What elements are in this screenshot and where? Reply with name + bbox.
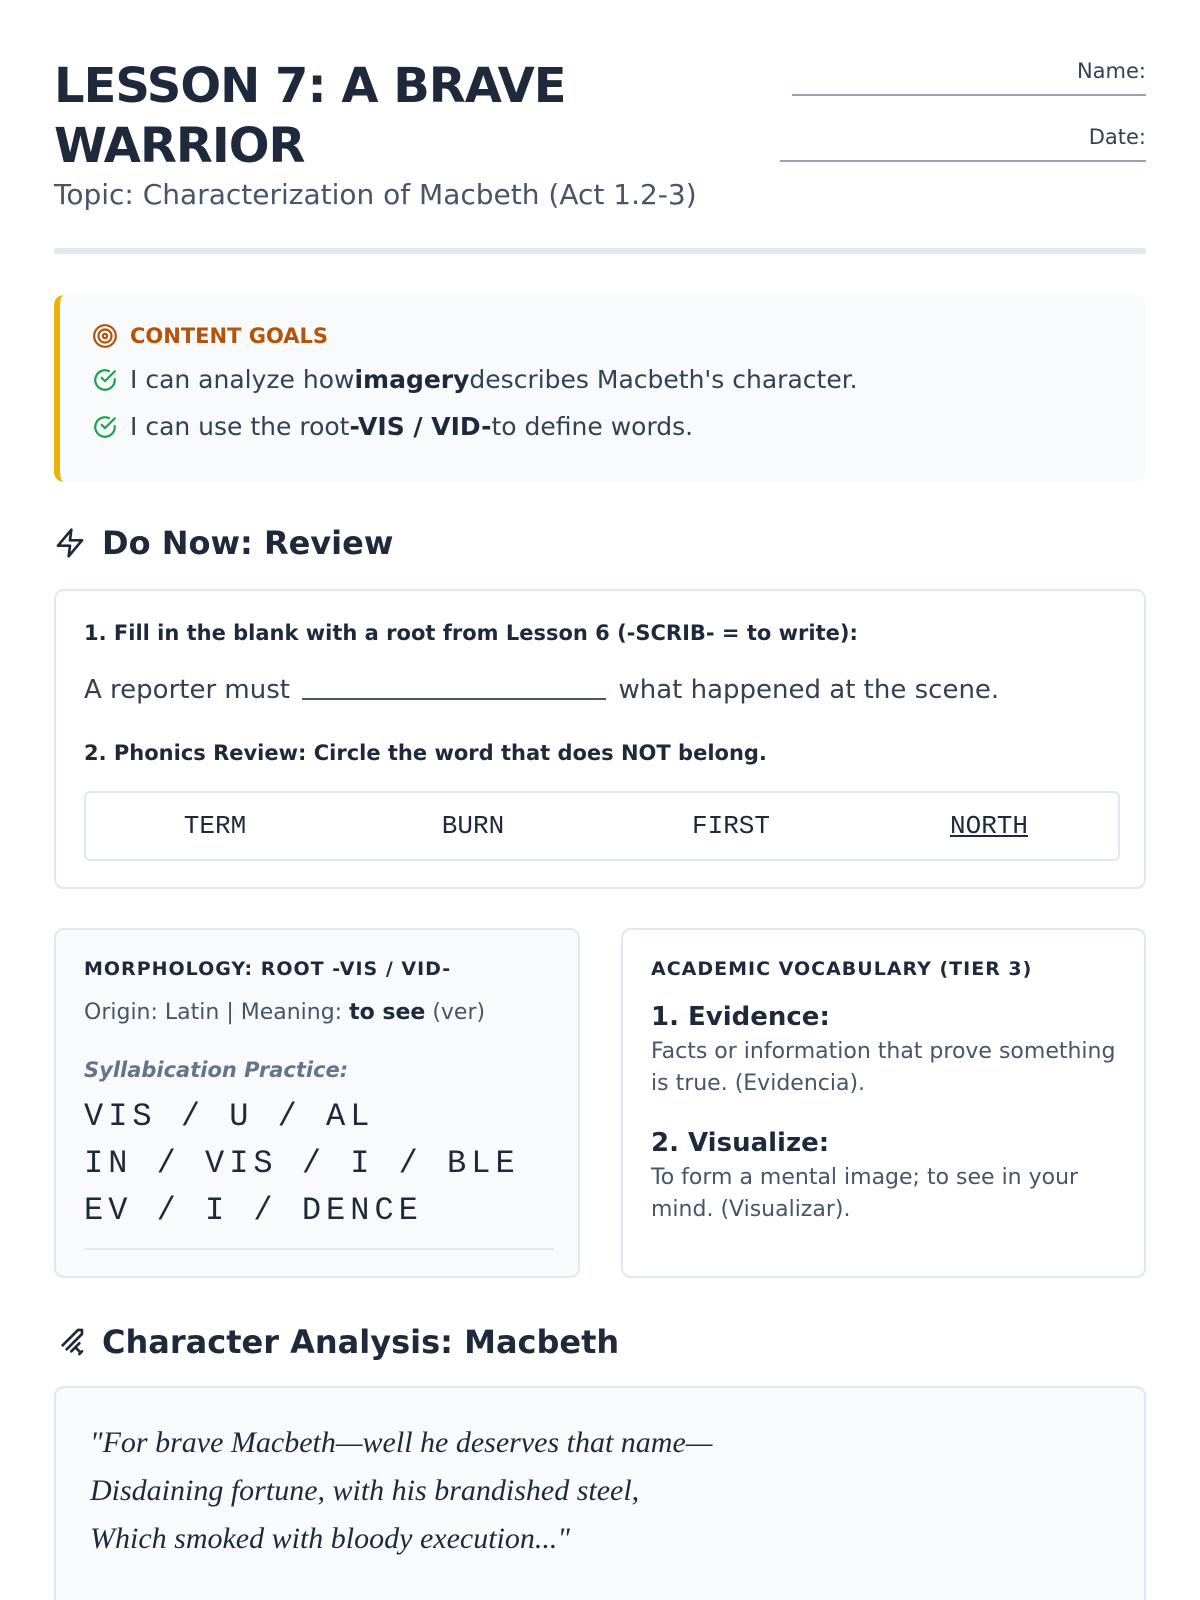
syllabication-label: Syllabication Practice: (84, 1058, 349, 1082)
goal-text: I can use the root-VIS / VID-to define words. (130, 412, 694, 441)
morphology-label: MORPHOLOGY: ROOT -VIS / VID- (84, 958, 452, 980)
goal-item (92, 365, 858, 394)
goals-heading (92, 323, 328, 349)
analysis-heading (54, 1323, 619, 1361)
name-line[interactable] (792, 94, 1146, 96)
content-goals-box (54, 295, 1146, 482)
syllabication-line: VIS / U / AL (84, 1098, 375, 1135)
date-row (766, 124, 1146, 190)
name-row (766, 58, 1146, 124)
vocab-term: 1. Evidence: (651, 1002, 830, 1032)
quote-card (54, 1386, 1146, 1600)
vocabulary-label: ACADEMIC VOCABULARY (TIER 3) (651, 958, 1033, 980)
morphology-card (54, 928, 580, 1278)
quote-line: Which smoked with bloody execution..." (90, 1522, 570, 1555)
lightning-icon (54, 527, 86, 559)
morphology-divider (84, 1248, 554, 1250)
student-info (766, 58, 1146, 190)
vocabulary-card (621, 928, 1146, 1278)
check-circle-icon (92, 414, 118, 440)
date-line[interactable] (780, 160, 1146, 162)
quote-line: "For brave Macbeth—well he deserves that name— (90, 1426, 713, 1459)
page-topic: Topic: Characterization of Macbeth (Act 1.2-3) (54, 178, 697, 211)
word-choice[interactable]: FIRST (691, 811, 770, 841)
word-choice[interactable]: NORTH (949, 811, 1028, 841)
word-choice[interactable]: BURN (441, 811, 505, 841)
answer-blank[interactable] (302, 698, 606, 700)
fill-in-sentence: A reporter must what happened at the scene. (84, 675, 1000, 705)
do-now-heading-text: Do Now: Review (102, 524, 394, 562)
quote-line: Disdaining fortune, with his brandished steel, (90, 1474, 640, 1507)
sword-icon (54, 1326, 86, 1358)
syllabication-line: IN / VIS / I / BLE (84, 1145, 520, 1182)
date-label: Date: (1088, 125, 1146, 149)
goal-item (92, 412, 693, 441)
word-choices (84, 791, 1120, 861)
word-choice[interactable]: TERM (183, 811, 247, 841)
goals-heading-text: CONTENT GOALS (130, 324, 329, 348)
goal-text: I can analyze howimagerydescribes Macbeth's character. (130, 365, 858, 394)
check-circle-icon (92, 367, 118, 393)
do-now-heading (54, 524, 393, 562)
do-now-card (54, 589, 1146, 889)
syllabication-line: EV / I / DENCE (84, 1192, 423, 1229)
target-icon (92, 323, 118, 349)
name-label: Name: (1076, 59, 1146, 83)
vocab-definition: Facts or information that prove something is true. (Evidencia). (651, 1039, 1116, 1096)
header-divider (54, 248, 1146, 254)
vocab-term: 2. Visualize: (651, 1128, 830, 1158)
analysis-heading-text: Character Analysis: Macbeth (102, 1323, 620, 1361)
question-2: 2. Phonics Review: Circle the word that does NOT belong. (84, 741, 767, 765)
root-origin: Origin: Latin | Meaning: to see (ver) (84, 1000, 486, 1025)
worksheet-header (54, 50, 1146, 220)
page-title: LESSON 7: A BRAVE WARRIOR (54, 58, 566, 174)
question-1: 1. Fill in the blank with a root from Lesson 6 (-SCRIB- = to write): (84, 621, 858, 645)
vocab-definition: To form a mental image; to see in your mind. (Visualizar). (651, 1165, 1079, 1222)
